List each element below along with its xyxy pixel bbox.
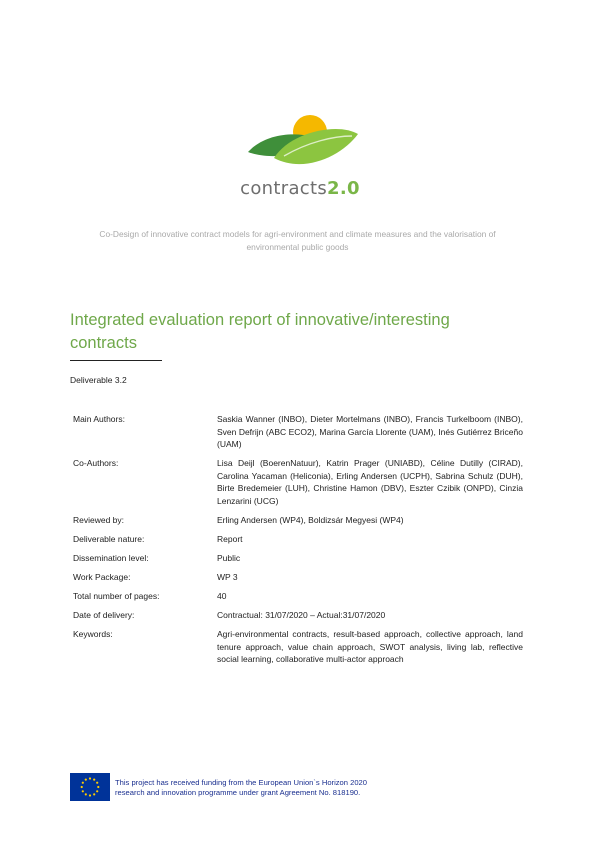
meta-value: Agri-environmental contracts, result-based approach, collective approach, land tenure approach, value chain approach, SWOT analysis, living lab, reflective social learning, collaborative multi-actor approach xyxy=(217,629,523,665)
meta-row-dissemination xyxy=(73,552,523,571)
funding-line-2: research and innovation programme under grant Agreement No. 818190. xyxy=(115,788,361,797)
funding-statement xyxy=(115,778,367,798)
leaf-sun-icon xyxy=(238,112,362,180)
contracts-logo xyxy=(230,112,370,208)
meta-value: Contractual: 31/07/2020 – Actual:31/07/2020 xyxy=(217,610,386,621)
meta-label: Deliverable nature: xyxy=(73,533,145,544)
meta-label: Work Package: xyxy=(73,571,131,582)
metadata-table xyxy=(73,413,523,672)
document-title: Integrated evaluation report of innovative/interesting contracts xyxy=(70,311,450,352)
funding-line-1: This project has received funding from the European Union`s Horizon 2020 xyxy=(115,778,367,787)
meta-row-nature xyxy=(73,533,523,552)
meta-row-delivery-date xyxy=(73,609,523,628)
meta-row-main-authors xyxy=(73,413,523,457)
meta-label: Main Authors: xyxy=(73,414,125,424)
meta-row-reviewed-by xyxy=(73,514,523,533)
meta-label: Date of delivery: xyxy=(73,610,135,621)
meta-label: Dissemination level: xyxy=(73,552,149,563)
meta-value: 40 xyxy=(217,591,227,602)
meta-label: Reviewed by: xyxy=(73,514,125,525)
logo-text-version: 2.0 xyxy=(327,178,360,199)
meta-value: Report xyxy=(217,533,243,544)
meta-value: Erling Andersen (WP4), Boldizsár Megyesi (WP4) xyxy=(217,514,404,525)
project-subtitle: Co-Design of innovative contract models for agri-environment and climate measures and the valorisation of environmental public goods xyxy=(99,229,496,252)
meta-row-work-package xyxy=(73,571,523,590)
meta-row-co-authors xyxy=(73,457,523,514)
meta-label: Keywords: xyxy=(73,629,113,640)
funding-footer xyxy=(70,773,530,803)
meta-value: WP 3 xyxy=(217,571,238,582)
title-divider xyxy=(70,360,162,361)
meta-value: Public xyxy=(217,552,241,563)
meta-label: Co-Authors: xyxy=(73,458,119,469)
meta-value: Lisa Deijl (BoerenNatuur), Katrin Prager (UNIABD), Céline Dutilly (CIRAD), Carolina Yacaman (Heliconia), Erling Andersen (UCPH), Sabrina Schulz (DUH), Birte Bredemeier (LUH), Christine Hamon (DBV), Eszter Czibik (ONPD), Cinzia Lenzarini (UCG) xyxy=(217,458,523,506)
logo-wordmark xyxy=(230,178,370,199)
meta-row-keywords xyxy=(73,628,523,672)
meta-value: Saskia Wanner (INBO), Dieter Mortelmans (INBO), Francis Turkelboom (INBO), Sven Defrijn (ABC ECO2), Marina García Llorente (UAM), Inés Gutiérrez Briceño (UAM) xyxy=(217,414,523,449)
meta-row-pages xyxy=(73,590,523,609)
eu-flag-icon xyxy=(70,773,110,801)
logo-text-main: contracts xyxy=(240,178,328,199)
meta-label: Total number of pages: xyxy=(73,591,160,602)
deliverable-number: Deliverable 3.2 xyxy=(70,375,127,385)
